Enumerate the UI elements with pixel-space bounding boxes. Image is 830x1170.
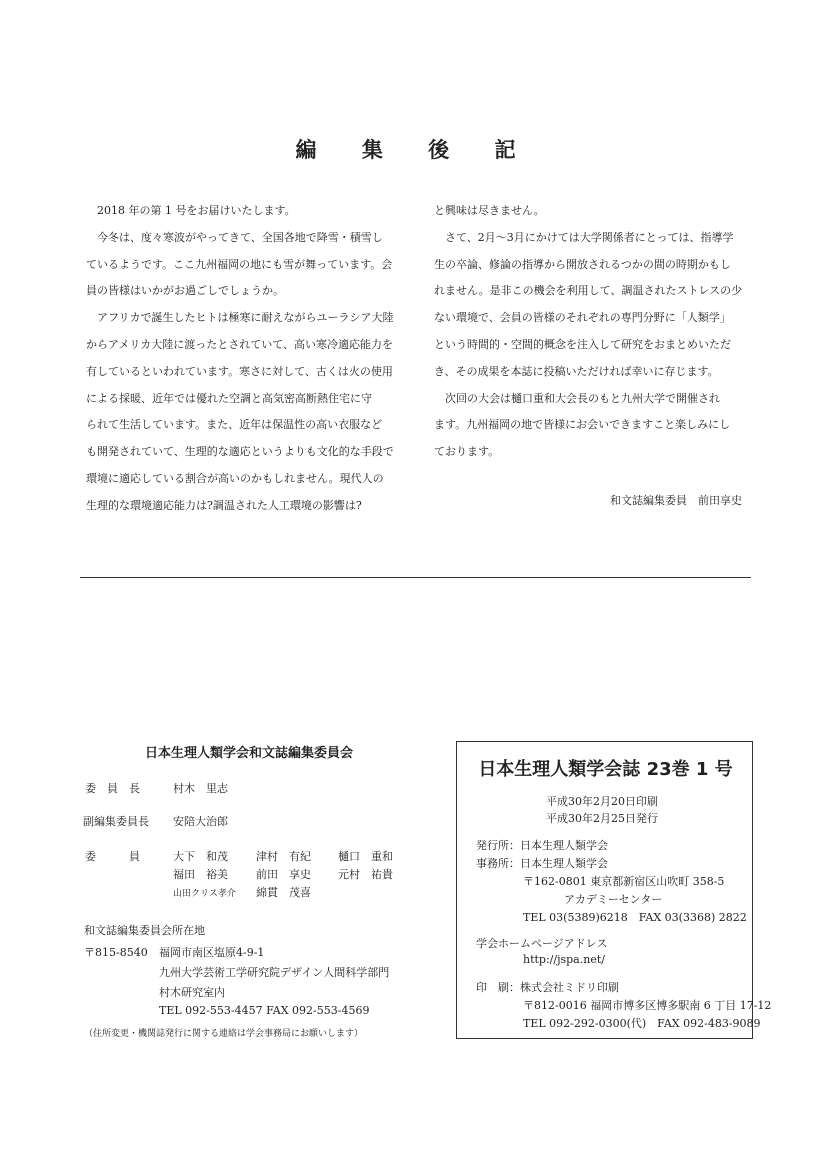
printed-date: 平成30年2月20日印刷 [546, 795, 658, 808]
page-heading: 編 集 後 記 [295, 137, 535, 162]
editorial-line: 生理的な環境適応能力は?調温された人工環境の影響は? [86, 498, 362, 512]
address-line: 村木研究室内 [159, 986, 225, 999]
chair-name: 村木 里志 [173, 782, 228, 795]
editorial-line: られて生活しています。また、近年は保温性の高い衣服など [86, 418, 383, 432]
issued-date: 平成30年2月25日発行 [546, 812, 658, 825]
member-name: 津村 有紀 [256, 850, 311, 863]
colophon-box [456, 741, 772, 1039]
editorial-line: さて、2月～3月にかけては大学関係者にとっては、指導学 [434, 230, 734, 244]
editorial-line: 環境に適応している割合が高いのかもしれません。現代人の [86, 471, 384, 485]
member-name: 元村 祐貴 [338, 868, 393, 881]
office-address: 〒162-0801 東京都新宿区山吹町 358-5 [523, 875, 725, 888]
postal-code: 〒815-8540 [84, 946, 148, 959]
member-name: 大下 和茂 [173, 850, 228, 863]
member-name: 前田 享史 [256, 868, 311, 881]
journal-title: 日本生理人類学会誌 23巻 1 号 [478, 759, 733, 780]
member-name: 樋口 重和 [338, 850, 393, 863]
editorial-line: アフリカで誕生したヒトは極寒に耐えながらユーラシア大陸 [86, 311, 394, 325]
editorial-line: ます。九州福岡の地で皆様にお会いできますこと楽しみにし [434, 418, 731, 432]
printer: 印 刷：株式会社ミドリ印刷 [476, 981, 619, 994]
printer-address: 〒812-0016 福岡市博多区博多駅南 6 丁目 17-12 [523, 999, 772, 1012]
editorial-signature: 和文誌編集委員 前田享史 [610, 494, 742, 507]
office-center: アカデミーセンター [564, 893, 663, 906]
committee-title: 日本生理人類学会和文誌編集委員会 [145, 746, 354, 761]
editorial-line: き、その成果を本誌に投稿いただければ幸いに存じます。 [434, 364, 719, 378]
publisher: 発行所：日本生理人類学会 [476, 839, 608, 852]
editorial-line: ております。 [434, 445, 500, 459]
editorial-line: ない環境で、会員の皆様のそれぞれの専門分野に「人類学」 [434, 311, 731, 325]
office-tel: TEL 03(5389)6218 FAX 03(3368) 2822 [523, 911, 747, 924]
homepage-url[interactable]: http://jspa.net/ [523, 953, 605, 966]
editorial-line: 生の卒論、修論の指導から開放されるつかの間の時期かもし [434, 257, 731, 271]
section-divider [80, 577, 751, 578]
editorial-line: ているようです。ここ九州福岡の地にも雪が舞っています。会 [86, 257, 393, 271]
homepage-label: 学会ホームページアドレス [476, 937, 608, 950]
address-heading: 和文誌編集委員会所在地 [84, 924, 205, 937]
address-line: 九州大学芸術工学研究院デザイン人間科学部門 [159, 966, 390, 979]
address-line: 福岡市南区塩原4-9-1 [159, 946, 265, 959]
editorial-line: による採暖、近年では優れた空調と高気密高断熱住宅に守 [86, 391, 372, 405]
editorial-line: も開発されていて、生理的な適応というよりも文化的な手段で [86, 445, 394, 459]
editorial-line: 2018 年の第 1 号をお届けいたします。 [86, 204, 296, 217]
editorial-line: という時間的・空間的概念を注入して研究をおまとめいただ [434, 337, 731, 351]
printer-tel: TEL 092-292-0300(代) FAX 092-483-9089 [523, 1017, 761, 1030]
office: 事務所：日本生理人類学会 [476, 857, 608, 870]
vice-chair-name: 安陪大治郎 [173, 815, 228, 828]
editorial-left-column [86, 198, 398, 520]
member-name: 綿貫 茂喜 [256, 886, 311, 899]
editorial-line: れません。是非この機会を利用して、調温されたストレスの少 [434, 284, 743, 298]
editorial-line: からアメリカ大陸に渡ったとされていて、高い寒冷適応能力を [86, 337, 394, 351]
contact-note: （住所変更・機関誌発行に関する連絡は学会事務局にお願いします） [84, 1029, 364, 1039]
member-name: 福田 裕美 [173, 868, 228, 881]
editorial-right-column [434, 198, 746, 466]
member-name: 山田クリス孝介 [173, 889, 236, 899]
editorial-line: 有しているといわれています。寒さに対して、古くは火の使用 [86, 364, 393, 378]
vice-chair-label: 副編集委員長 [83, 815, 149, 828]
members-label: 委 員 [85, 850, 140, 863]
chair-label: 委 員 長 [85, 782, 140, 795]
editorial-line: 次回の大会は樋口重和大会長のもと九州大学で開催され [434, 391, 720, 405]
editorial-line: 今冬は、度々寒波がやってきて、全国各地で降雪・積雪し [86, 230, 383, 244]
editorial-line: と興味は尽きません。 [434, 204, 545, 217]
editorial-line: 員の皆様はいかがお過ごしでしょうか。 [86, 284, 284, 298]
address-line: TEL 092-553-4457 FAX 092-553-4569 [159, 1004, 370, 1017]
